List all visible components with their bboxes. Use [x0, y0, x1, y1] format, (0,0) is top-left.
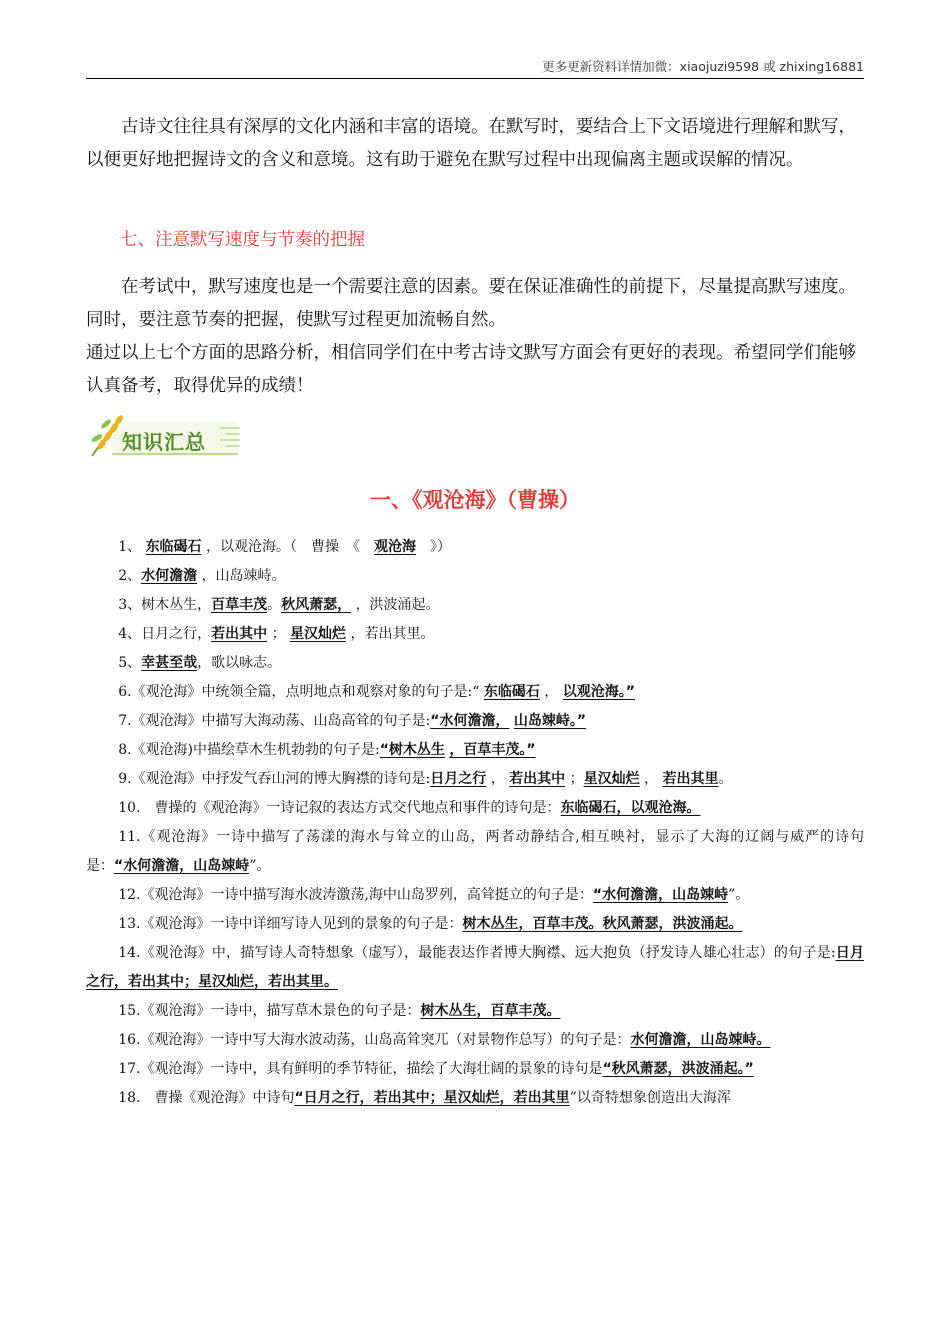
- answer: 日月之行: [430, 771, 487, 787]
- answer: 星汉灿烂: [583, 771, 640, 787]
- item-text: 7.《观沧海》中描写大海动荡、山岛高耸的句子是:: [118, 713, 431, 729]
- paragraph-summary: 通过以上七个方面的思路分析，相信同学们在中考古诗文默写方面会有更好的表现。希望同学们能够认真备考，取得优异的成绩！: [86, 343, 856, 396]
- knowledge-summary-badge: [88, 408, 244, 464]
- item-text: ；: [271, 626, 286, 642]
- list-item: [86, 1084, 864, 1113]
- item-text: 》）: [430, 539, 452, 555]
- answer: 百草丰茂。”: [463, 742, 536, 758]
- item-text: 17.《观沧海》一诗中，具有鲜明的季节特征，描绘了大海壮阔的景象的诗句是: [118, 1061, 603, 1077]
- list-item: [86, 533, 864, 562]
- answer: “树木丛生: [379, 742, 445, 758]
- list-item: [86, 881, 864, 910]
- item-text: 16.《观沧海》一诗中写大海水波动荡，山岛高耸突兀（对景物作总写）的句子是：: [118, 1032, 631, 1048]
- list-item: [86, 794, 864, 823]
- answer: 星汉灿烂: [290, 626, 347, 642]
- item-text: 3、树木丛生，: [118, 597, 212, 613]
- list-item: [86, 1026, 864, 1055]
- answer: 山岛竦峙。”: [513, 713, 587, 729]
- answer: “水何澹澹，山岛竦峙: [114, 858, 250, 874]
- question-list: [86, 533, 864, 1113]
- answer: 若出其中: [211, 626, 268, 642]
- item-text: 。: [267, 597, 282, 613]
- item-text: ，以观沧海。（ 曹操 《: [206, 539, 361, 555]
- answer: 水何澹澹: [141, 568, 198, 584]
- answer: “水何澹澹，: [430, 713, 510, 729]
- item-text: 14.《观沧海》中，描写诗人奇特想象（虚写），最能表达作者博大胸襟、远大抱负（抒发诗人雄心壮志）的句子是:: [118, 945, 836, 961]
- answer: 水何澹澹，山岛竦峙。: [630, 1032, 771, 1048]
- item-text: 8.《观沧海)中描绘草木生机勃勃的句子是:: [118, 742, 380, 758]
- item-text: ，若出其里。: [350, 626, 435, 642]
- answer: 幸甚至哉: [141, 655, 198, 671]
- list-item: [86, 649, 864, 678]
- item-text: 5、: [118, 655, 142, 671]
- answer: 百草丰茂: [211, 597, 268, 613]
- answer: “水何澹澹，山岛竦峙: [592, 887, 729, 903]
- item-text: 2、: [118, 568, 142, 584]
- item-text: ”。: [728, 887, 750, 903]
- answer: 日月之行，若出其中；星汉灿烂，若出其里。: [86, 945, 865, 990]
- badge-label: 知识汇总: [122, 430, 206, 454]
- list-item: [86, 997, 864, 1026]
- item-text: 11.《观沧海》一诗中描写了荡漾的海水与耸立的山岛，两者动静结合,相互映衬，显示了大海的辽阔与威严的诗句是：: [86, 829, 864, 874]
- answer: 树木丛生，百草丰茂。秋风萧瑟，洪波涌起。: [462, 916, 743, 932]
- answer: “秋风萧瑟，洪波涌起。”: [602, 1061, 754, 1077]
- answer: 东临碣石，以观沧海。: [560, 800, 701, 816]
- item-text: ，: [490, 771, 505, 787]
- list-item: [86, 562, 864, 591]
- list-item: [86, 939, 864, 997]
- item-text: ，歌以咏志。: [197, 655, 282, 671]
- section-title: 一、《观沧海》（曹操）: [370, 488, 580, 512]
- list-item: [86, 678, 864, 707]
- header-text: 更多更新资料详情加微：xiaojuzi9598 或 zhixing16881: [542, 59, 864, 74]
- section-heading-7: 七、注意默写速度与节奏的把握: [120, 230, 365, 250]
- list-item: [86, 707, 864, 736]
- item-text: 9.《观沧海》中抒发气吞山河的博大胸襟的诗句是:: [118, 771, 431, 787]
- list-item: [86, 823, 864, 881]
- list-item: [86, 736, 864, 765]
- paragraph-context: 古诗文往往具有深厚的文化内涵和丰富的语境。在默写时，要结合上下文语境进行理解和默写，以便更好地把握诗文的含义和意境。这有助于避免在默写过程中出现偏离主题或误解的情况。: [86, 117, 856, 170]
- list-item: [86, 910, 864, 939]
- answer: 观沧海: [374, 539, 417, 555]
- answer: 东临碣石: [145, 539, 202, 555]
- item-text: ，: [544, 684, 559, 700]
- answer: 树木丛生，百草丰茂。: [420, 1003, 561, 1019]
- answer: 若出其里: [662, 771, 719, 787]
- item-text: 18. 曹操《观沧海》中诗句: [118, 1090, 295, 1106]
- answer: 。”: [618, 684, 635, 700]
- answer: 以观沧海: [562, 684, 619, 700]
- item-text: ，洪波涌起。: [355, 597, 440, 613]
- item-text: ”。: [249, 858, 271, 874]
- paragraph-speed: 在考试中，默写速度也是一个需要注意的因素。要在保证准确性的前提下，尽量提高默写速度。同时，要注意节奏的把握，使默写过程更加流畅自然。: [86, 277, 856, 330]
- item-text: ，: [644, 771, 659, 787]
- list-item: [86, 1055, 864, 1084]
- item-text: 6.《观沧海》中统领全篇，点明地点和观察对象的句子是:“: [118, 684, 480, 700]
- answer: 若出其中: [509, 771, 566, 787]
- item-text: ”以奇特想象创造出大海浑: [569, 1090, 731, 1106]
- answer: ，: [449, 742, 464, 758]
- answer: “日月之行，若出其中；星汉灿烂，若出其里: [294, 1090, 570, 1106]
- item-text: 4、日月之行，: [118, 626, 212, 642]
- answer: 东临碣石: [483, 684, 540, 700]
- item-text: 13.《观沧海》一诗中详细写诗人见到的景象的句子是：: [118, 916, 463, 932]
- list-item: [86, 591, 864, 620]
- item-text: ，山岛竦峙。: [201, 568, 286, 584]
- item-text: 15.《观沧海》一诗中，描写草木景色的句子是：: [118, 1003, 421, 1019]
- item-text: 。: [718, 771, 733, 787]
- item-text: 1、: [118, 539, 142, 555]
- list-item: [86, 620, 864, 649]
- list-item: [86, 765, 864, 794]
- page-header: [86, 56, 864, 79]
- item-text: 10. 曹操的《观沧海》一诗记叙的表达方式交代地点和事件的诗句是：: [118, 800, 561, 816]
- answer: 秋风萧瑟，: [281, 597, 352, 613]
- item-text: ；: [569, 771, 584, 787]
- item-text: 12.《观沧海》一诗中描写海水波涛激荡,海中山岛罗列，高耸挺立的句子是：: [118, 887, 593, 903]
